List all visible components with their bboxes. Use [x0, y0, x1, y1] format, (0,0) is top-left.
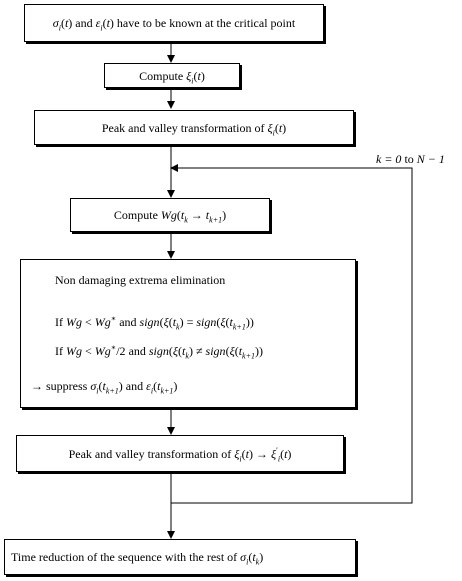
time-reduction-box [4, 539, 356, 575]
known-at-critical-point-text: $\sigma_i(t)$ and $\varepsilon_i(t)$ have to be known at the critical point [52, 16, 296, 33]
compute-wg-text: Compute $Wg(t_k \to t_{k+1})$ [113, 208, 227, 225]
compute-xi-text: Compute $\xi_i(t)$ [139, 68, 205, 85]
peak-valley-transform-2-box [16, 435, 344, 472]
suppress-action: → suppress $\sigma_i(t_{k+1})$ and $\varepsilon_i(t_{k+1})$ [31, 379, 178, 396]
time-reduction-text: Time reduction of the sequence with the rest of $\sigma_i(t_k)$ [11, 550, 264, 567]
peak-valley-transform-2-text: Peak and valley transformation of $\xi_i(t) \to \xi'_i(t)$ [68, 445, 292, 463]
known-at-critical-point-box [24, 4, 324, 42]
extrema-elimination-box [20, 259, 356, 408]
compute-wg-box [70, 198, 270, 232]
condition-1: If Wg < Wg∗ and $sign(\xi(t_k)$ = $sign(\xi(t_{k+1}))$ [55, 314, 254, 332]
condition-2: If Wg < Wg∗/2 and $sign(\xi(t_k)$ ≠ $sign(\xi(t_{k+1}))$ [55, 343, 263, 361]
compute-xi-box [104, 63, 240, 88]
loop-range-label: k = 0 to N − 1 [376, 152, 445, 166]
peak-valley-transform-box [34, 110, 354, 145]
elimination-title: Non damaging extrema elimination [55, 273, 226, 287]
peak-valley-transform-text: Peak and valley transformation of $\xi_i(t)$ [101, 120, 287, 137]
